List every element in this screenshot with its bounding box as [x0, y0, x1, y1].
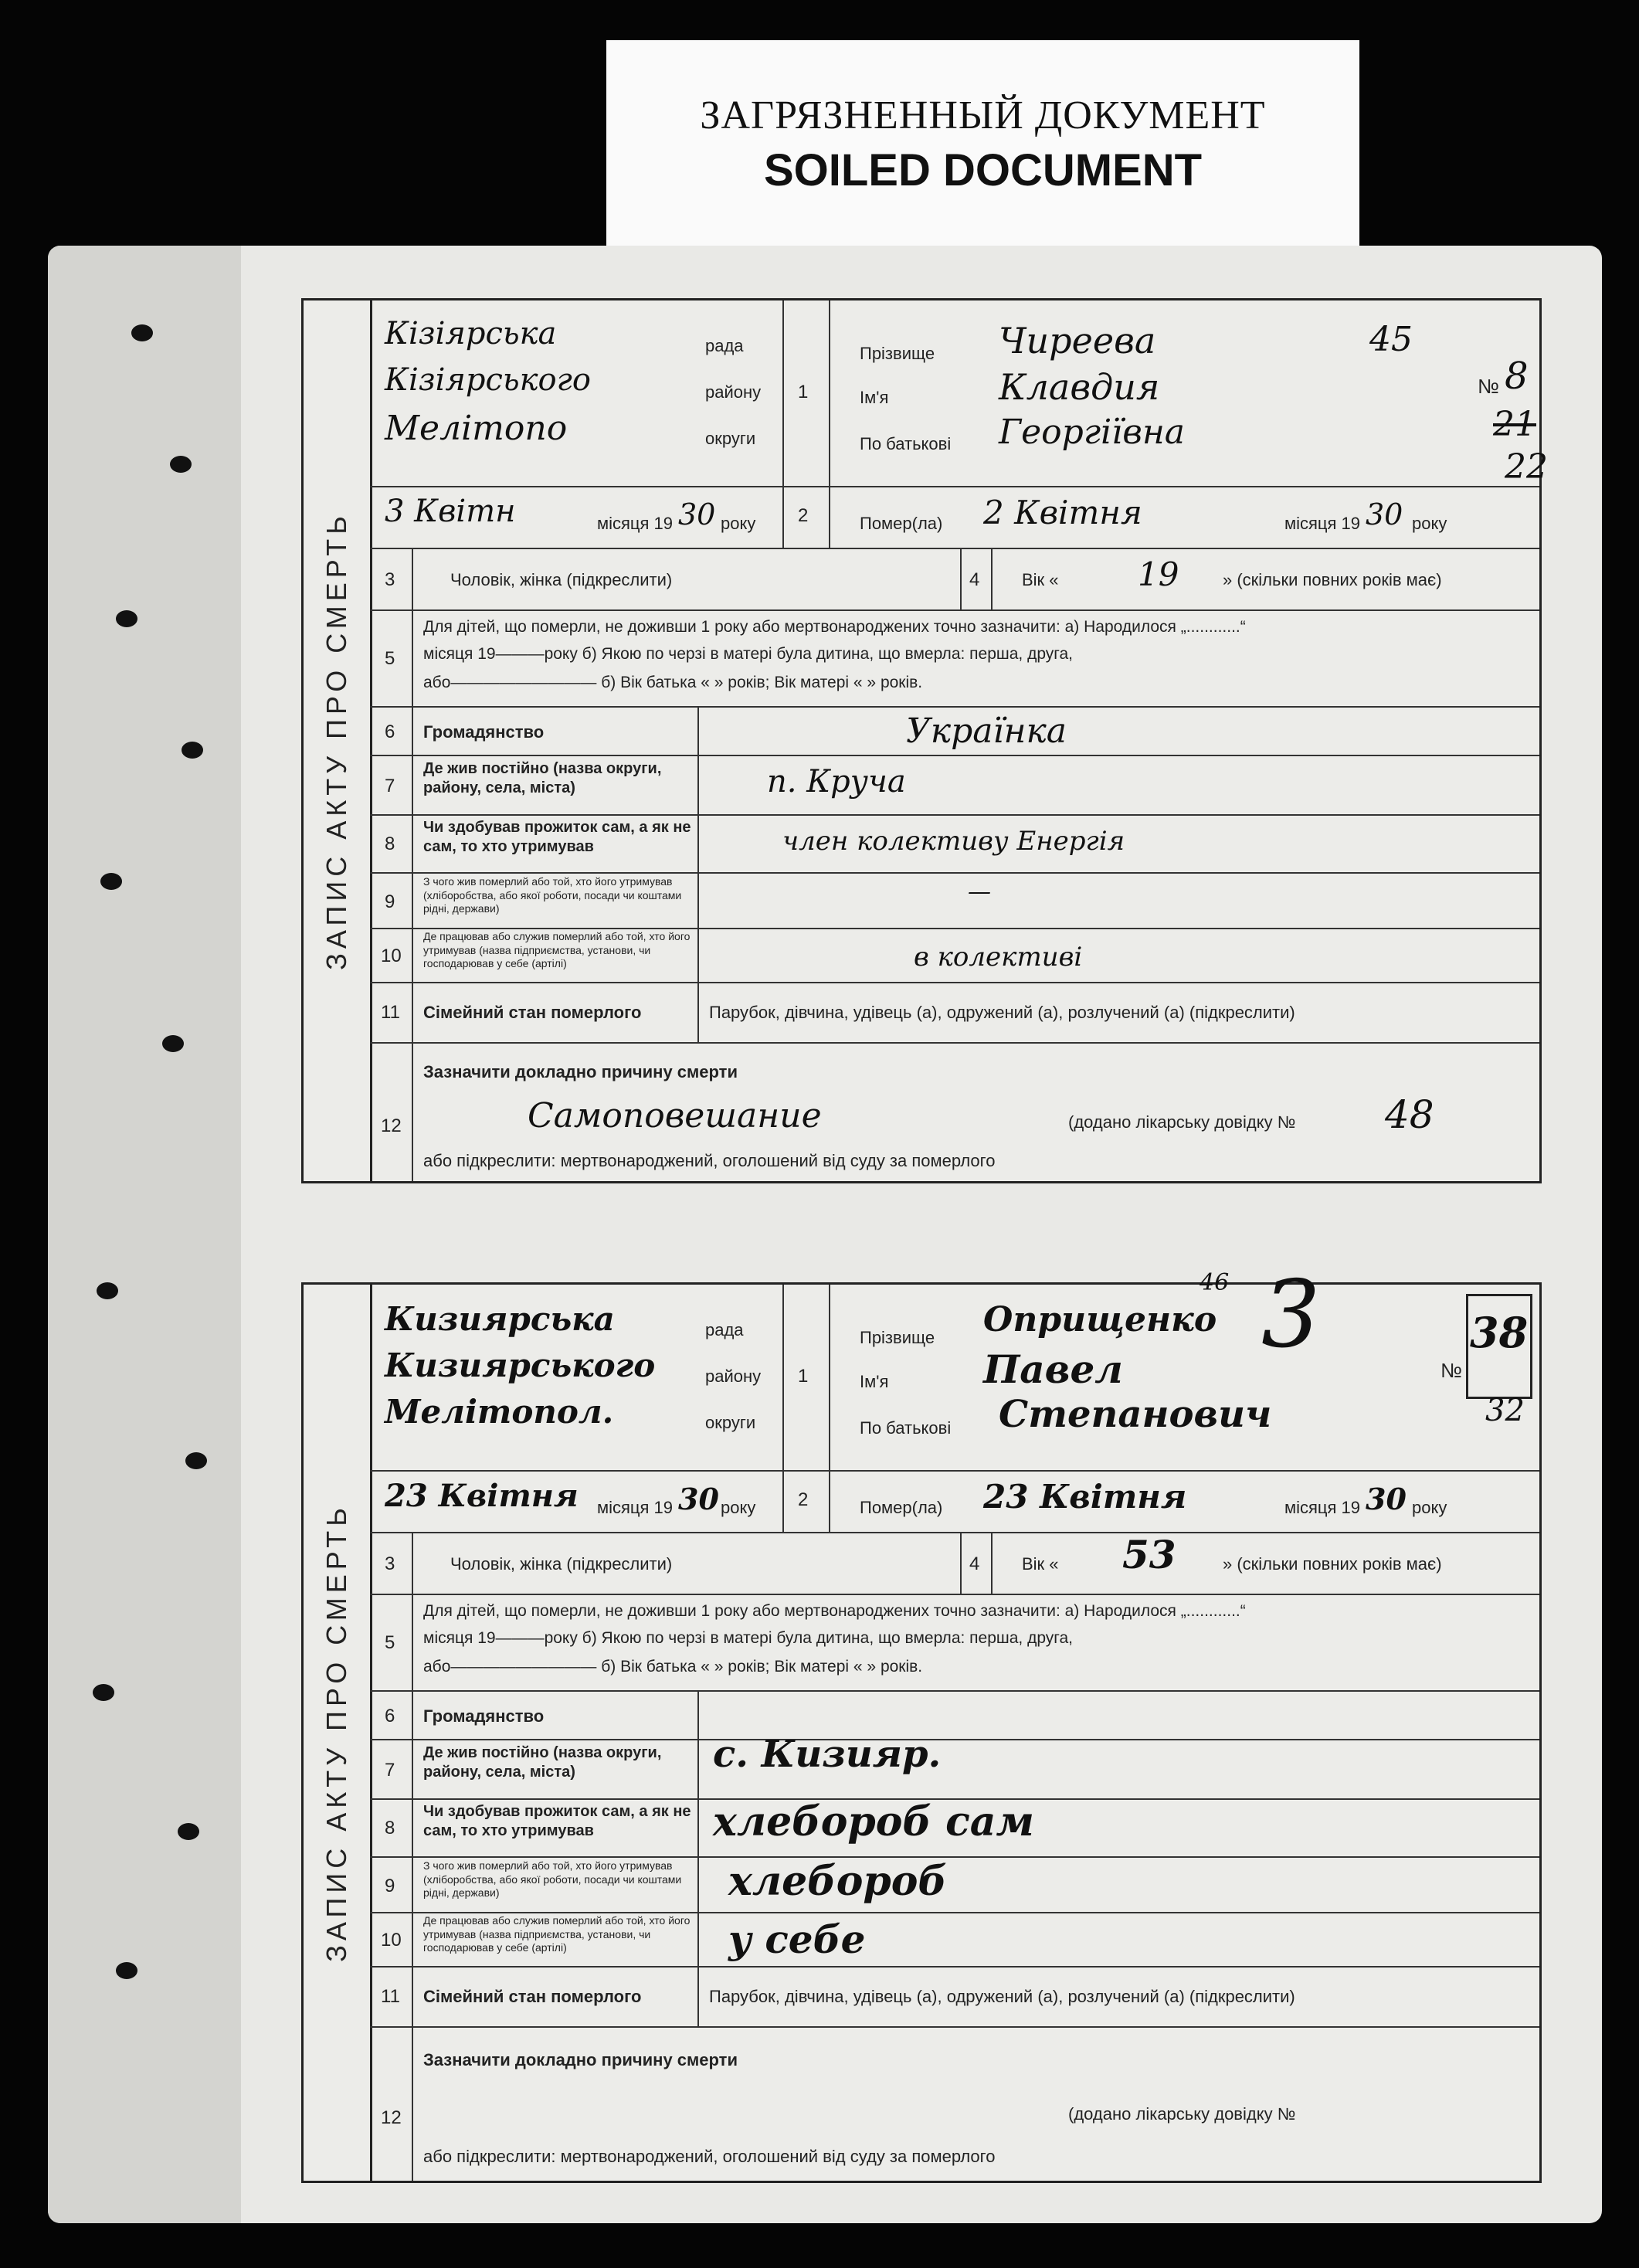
- patronymic-label: По батькові: [860, 1418, 952, 1438]
- margin-mark: 3: [1261, 1261, 1321, 1369]
- residence-label: Де жив постійно (назва округи, району, села, міста): [423, 760, 662, 796]
- workplace-value: у себе: [728, 1917, 866, 1962]
- binding-hole: [93, 1684, 114, 1701]
- patronymic-value: Георгіївна: [999, 413, 1186, 452]
- death-record-1: ЗАПИС АКТУ ПРО СМЕРТЬ Кізіярська рада Кізіярського району Мелітопо округи 3 Квітн місяця 19 30 року 1 2 Прізвище Чиреева 45 Ім'я Клавдия По батькові Георгіївна Помер(ла) 2 Квітня місяця 19 30 року № 8 21 22 3 Чоловік, жінка (підкреслити) 4 Вік « 19 » (скільки повних років має) 5 Для дітей, що померли, не доживши 1 року або мертвонароджених точно зазначити: а) Народилося „............“ місяця 19———року б) Якою по черзі в матері була дитина, що вмерла: перша, друга, або————————— б) Вік батька « » років; Вік матері « » років. 6 Громадянство Українка 7 Де жив постійно (назва округи, району, села, міста) п. Круча 8 Чи здобував прожиток сам, а як не сам, то хто утримував член колективу Енергія 9 З чого жив померлий або той, хто його утримував (хліборобства, або якої роботи, посади чи коштами рідні, держави) — 10 Де працював або служив померлий або той, хто його утримував (назва підприємства, установи, чи господарював у себе (артілі) в колективі 11 Сімейний стан померлого Парубок, дівчина, удівець (а), одружений (а), розлучений (а) (підкреслити) 12 Зазначити докладно причину смерти Самоповешание (додано лікарську довідку № 48 або підкреслити: мертвонароджений, оголошений від суду за померлого: [301, 298, 1542, 1183]
- label-russian: ЗАГРЯЗНЕННЫЙ ДОКУМЕНТ: [700, 93, 1266, 138]
- death-year-value: 30: [1366, 1482, 1407, 1516]
- rada-value: Кизиярська: [385, 1300, 615, 1338]
- label-english: SOILED DOCUMENT: [763, 145, 1203, 195]
- name-label: Ім'я: [860, 388, 889, 407]
- name-label: Ім'я: [860, 1372, 889, 1391]
- form-side-title: ЗАПИС АКТУ ПРО СМЕРТЬ: [304, 300, 372, 1181]
- registration-date-value: 3 Квітн: [385, 494, 516, 529]
- record-number: 8: [1505, 355, 1529, 398]
- torn-binding-edge: [48, 246, 241, 2223]
- year-label: року: [721, 1498, 756, 1517]
- income-source-value: хлебороб: [728, 1858, 947, 1905]
- registration-date-value: 23 Квітня: [385, 1478, 579, 1514]
- death-month-19-label: місяця 19: [1284, 1498, 1361, 1517]
- children-line-2: місяця 19———року б) Якою по черзі в матері була дитина, що вмерла: перша, друга,: [423, 645, 1073, 663]
- month-19-label: місяця 19: [597, 1498, 674, 1517]
- stillborn-label: або підкреслити: мертвонароджений, оголошений від суду за померлого: [423, 2147, 996, 2166]
- cause-value: Самоповешание: [528, 1096, 822, 1136]
- okruha-value: Мелітопол.: [385, 1393, 614, 1431]
- children-line-1: Для дітей, що померли, не доживши 1 року або мертвонароджених точно зазначити: а) Народилося „............“: [423, 618, 1246, 636]
- children-line-1: Для дітей, що померли, не доживши 1 року або мертвонароджених точно зазначити: а) Народилося „............“: [423, 1602, 1246, 1620]
- marital-status-options: Парубок, дівчина, удівець (а), одружений (а), розлучений (а) (підкреслити): [709, 1003, 1295, 1022]
- stillborn-label: або підкреслити: мертвонароджений, оголошений від суду за померлого: [423, 1151, 996, 1170]
- surname-number: 45: [1369, 320, 1413, 359]
- certificate-label: (додано лікарську довідку №: [1068, 2104, 1296, 2124]
- rayon-value: Кізіярського: [385, 362, 591, 398]
- livelihood-value: хлебороб сам: [713, 1798, 1034, 1845]
- income-source-label: З чого жив померлий або той, хто його утримував (хліборобства, або якої роботи, посади чи коштами рідні, держави): [423, 875, 682, 915]
- age-value: 53: [1122, 1532, 1176, 1577]
- certificate-label: (додано лікарську довідку №: [1068, 1112, 1296, 1132]
- death-date-value: 2 Квітня: [983, 494, 1142, 531]
- name-value: Павел: [983, 1346, 1123, 1392]
- gender-label: Чоловік, жінка (підкреслити): [450, 1554, 673, 1574]
- certificate-value: 48: [1385, 1092, 1434, 1137]
- livelihood-value: член колективу Енергія: [782, 826, 1125, 857]
- age-label: Вік «: [1022, 1554, 1059, 1574]
- surname-value: Оприщенко: [983, 1300, 1217, 1339]
- okruha-label: округи: [705, 1413, 756, 1432]
- binding-hole: [116, 1962, 137, 1979]
- residence-value: с. Кизияр.: [713, 1733, 942, 1776]
- death-label: Помер(ла): [860, 1498, 943, 1517]
- registration-year-value: 30: [678, 497, 716, 531]
- month-19-label: місяця 19: [597, 514, 674, 533]
- citizenship-label: Громадянство: [423, 1706, 545, 1726]
- age-label: Вік «: [1022, 570, 1059, 589]
- rayon-label: району: [705, 1367, 762, 1386]
- record-number-corrected: 32: [1485, 1393, 1525, 1428]
- binding-hole: [178, 1823, 199, 1840]
- death-record-2: ЗАПИС АКТУ ПРО СМЕРТЬ Кизиярська рада Кизиярського району Мелітопол. округи 23 Квітня місяця 19 30 року 1 2 Прізвище Оприщенко 46 3 Ім'я Павел По батькові Степанович Помер(ла) 23 Квітня місяця 19 30 року № 38 32 3 Чоловік, жінка (підкреслити) 4 Вік « 53 » (скільки повних років має) 5 Для дітей, що померли, не доживши 1 року або мертвонароджених точно зазначити: а) Народилося „............“ місяця 19———року б) Якою по черзі в матері була дитина, що вмерла: перша, друга, або————————— б) Вік батька « » років; Вік матері « » років. 6 Громадянство 7 Де жив постійно (назва округи, району, села, міста) с. Кизияр. 8 Чи здобував прожиток сам, а як не сам, то хто утримував хлебороб сам 9 З чого жив померлий або той, хто його утримував (хліборобства, або якої роботи, посади чи коштами рідні, держави) хлебороб 10 Де працював або служив померлий або той, хто його утримував (назва підприємства, установи, чи господарював у себе (артілі) у себе 11 Сімейний стан померлого Парубок, дівчина, удівець (а), одружений (а), розлучений (а) (підкреслити) 12 Зазначити докладно причину смерти (додано лікарську довідку № або підкреслити: мертвонароджений, оголошений від суду за померлого: [301, 1282, 1542, 2183]
- surname-label: Прізвище: [860, 1328, 935, 1347]
- death-month-19-label: місяця 19: [1284, 514, 1361, 533]
- binding-hole: [116, 610, 137, 627]
- citizenship-label: Громадянство: [423, 722, 545, 742]
- age-value: 19: [1138, 555, 1179, 593]
- binding-hole: [170, 456, 192, 473]
- workplace-label: Де працював або служив померлий або той, хто його утримував (назва підприємства, установи, чи господарював у себе (артілі): [423, 930, 691, 969]
- record-number-corrected: 22: [1505, 447, 1548, 487]
- gender-label: Чоловік, жінка (підкреслити): [450, 570, 673, 589]
- workplace-label: Де працював або служив померлий або той, хто його утримував (назва підприємства, установи, чи господарював у себе (артілі): [423, 1914, 691, 1954]
- marital-status-options: Парубок, дівчина, удівець (а), одружений (а), розлучений (а) (підкреслити): [709, 1987, 1295, 2006]
- archive-label: [606, 40, 1359, 255]
- children-line-2: місяця 19———року б) Якою по черзі в матері була дитина, що вмерла: перша, друга,: [423, 1629, 1073, 1647]
- binding-hole: [162, 1035, 184, 1052]
- record-number: 38: [1470, 1308, 1529, 1357]
- binding-hole: [182, 742, 203, 759]
- death-year-label: року: [1412, 1498, 1447, 1517]
- death-label: Помер(ла): [860, 514, 943, 533]
- form-side-title: ЗАПИС АКТУ ПРО СМЕРТЬ: [304, 1285, 372, 2181]
- record-number-label: №: [1478, 375, 1499, 398]
- binding-hole: [131, 324, 153, 341]
- residence-value: п. Круча: [767, 764, 906, 800]
- cause-label: Зазначити докладно причину смерти: [423, 2050, 738, 2069]
- rayon-label: району: [705, 382, 762, 402]
- binding-hole: [185, 1452, 207, 1469]
- livelihood-label: Чи здобував прожиток сам, а як не сам, то хто утримував: [423, 1803, 691, 1839]
- income-source-value: —: [968, 878, 991, 905]
- residence-label: Де жив постійно (назва округи, району, села, міста): [423, 1744, 662, 1781]
- year-label: року: [721, 514, 756, 533]
- okruha-label: округи: [705, 429, 756, 448]
- patronymic-value: Степанович: [999, 1393, 1272, 1436]
- surname-value: Чиреева: [999, 320, 1156, 362]
- name-value: Клавдия: [999, 366, 1160, 408]
- surname-number: 46: [1200, 1269, 1230, 1296]
- rada-label: рада: [705, 336, 744, 355]
- death-date-value: 23 Квітня: [983, 1478, 1187, 1516]
- age-tail-label: » (скільки повних років має): [1223, 570, 1442, 589]
- age-tail-label: » (скільки повних років має): [1223, 1554, 1442, 1574]
- registration-year-value: 30: [678, 1482, 719, 1516]
- rada-value: Кізіярська: [385, 316, 557, 351]
- income-source-label: З чого жив померлий або той, хто його утримував (хліборобства, або якої роботи, посади чи коштами рідні, держави): [423, 1859, 682, 1899]
- rayon-value: Кизиярського: [385, 1346, 656, 1384]
- marital-status-label: Сімейний стан померлого: [423, 1003, 642, 1022]
- record-number-crossed: 21: [1493, 405, 1536, 444]
- surname-label: Прізвище: [860, 344, 935, 363]
- death-year-label: року: [1412, 514, 1447, 533]
- record-number-label: №: [1440, 1359, 1462, 1382]
- citizenship-value: Українка: [906, 711, 1067, 751]
- children-line-3: або————————— б) Вік батька « » років; Вік матері « » років.: [423, 1658, 923, 1676]
- children-line-3: або————————— б) Вік батька « » років; Вік матері « » років.: [423, 674, 923, 691]
- binding-hole: [100, 873, 122, 890]
- cause-label: Зазначити докладно причину смерти: [423, 1062, 738, 1081]
- marital-status-label: Сімейний стан померлого: [423, 1987, 642, 2006]
- binding-hole: [97, 1282, 118, 1299]
- patronymic-label: По батькові: [860, 434, 952, 453]
- livelihood-label: Чи здобував прожиток сам, а як не сам, то хто утримував: [423, 819, 691, 855]
- death-year-value: 30: [1366, 497, 1403, 531]
- workplace-value: в колективі: [914, 942, 1083, 973]
- rada-label: рада: [705, 1320, 744, 1339]
- okruha-value: Мелітопо: [385, 409, 568, 448]
